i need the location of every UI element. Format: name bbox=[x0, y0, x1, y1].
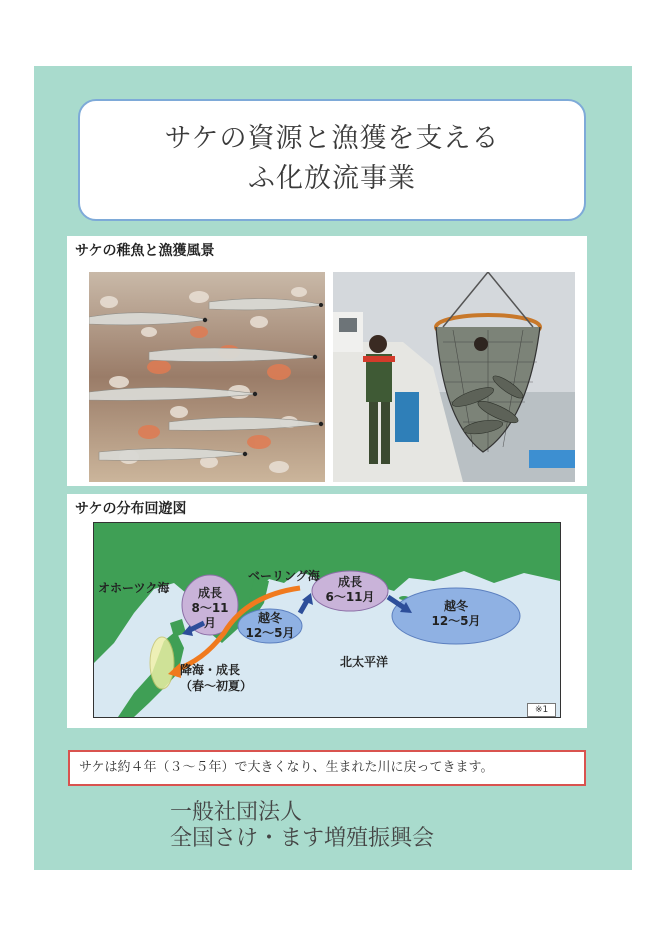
okhotsk-sea-label: オホーツク海 bbox=[98, 581, 170, 595]
winter-west-period: 12～5月 bbox=[245, 626, 295, 640]
bering-growth-period: 6～11月 bbox=[325, 590, 375, 604]
salmon-fry-photo bbox=[89, 272, 325, 482]
organization-title: 全国さけ・ます増殖振興会 bbox=[170, 826, 435, 851]
map-footnote-tag: ※1 bbox=[527, 703, 556, 717]
bering-growth-label bbox=[320, 575, 380, 605]
coast-growth-label: 降海・成長 bbox=[180, 663, 241, 677]
photo-section-heading: サケの稚魚と漁獲風景 bbox=[75, 243, 215, 259]
title-line-2: ふ化放流事業 bbox=[248, 163, 416, 194]
salmon-fishing-photo bbox=[333, 272, 575, 482]
map-section-heading: サケの分布回遊図 bbox=[75, 501, 187, 517]
organization-name bbox=[170, 800, 434, 852]
migration-map-section bbox=[67, 494, 587, 728]
bering-growth-title: 成長 bbox=[337, 575, 362, 589]
winter-west-title: 越冬 bbox=[257, 611, 282, 625]
photo-section bbox=[67, 236, 587, 486]
winter-west-label bbox=[240, 611, 300, 641]
info-box: サケは約４年（３～５年）で大きくなり、生まれた川に戻ってきます。 bbox=[68, 750, 586, 786]
winter-east-label bbox=[424, 599, 488, 629]
winter-east-title: 越冬 bbox=[443, 599, 468, 613]
organization-type: 一般社団法人 bbox=[170, 800, 303, 825]
coast-season-label: （春～初夏） bbox=[180, 679, 253, 693]
okhotsk-growth-period: 8～11月 bbox=[191, 601, 229, 630]
winter-east-period: 12～5月 bbox=[431, 614, 481, 628]
title-box bbox=[78, 99, 586, 221]
bering-sea-label: ベーリング海 bbox=[248, 569, 320, 583]
migration-map bbox=[93, 522, 561, 718]
okhotsk-growth-title: 成長 bbox=[197, 586, 222, 600]
title-line-1: サケの資源と漁獲を支える bbox=[164, 123, 500, 154]
okhotsk-growth-label bbox=[186, 586, 234, 631]
north-pacific-label: 北太平洋 bbox=[340, 655, 389, 669]
